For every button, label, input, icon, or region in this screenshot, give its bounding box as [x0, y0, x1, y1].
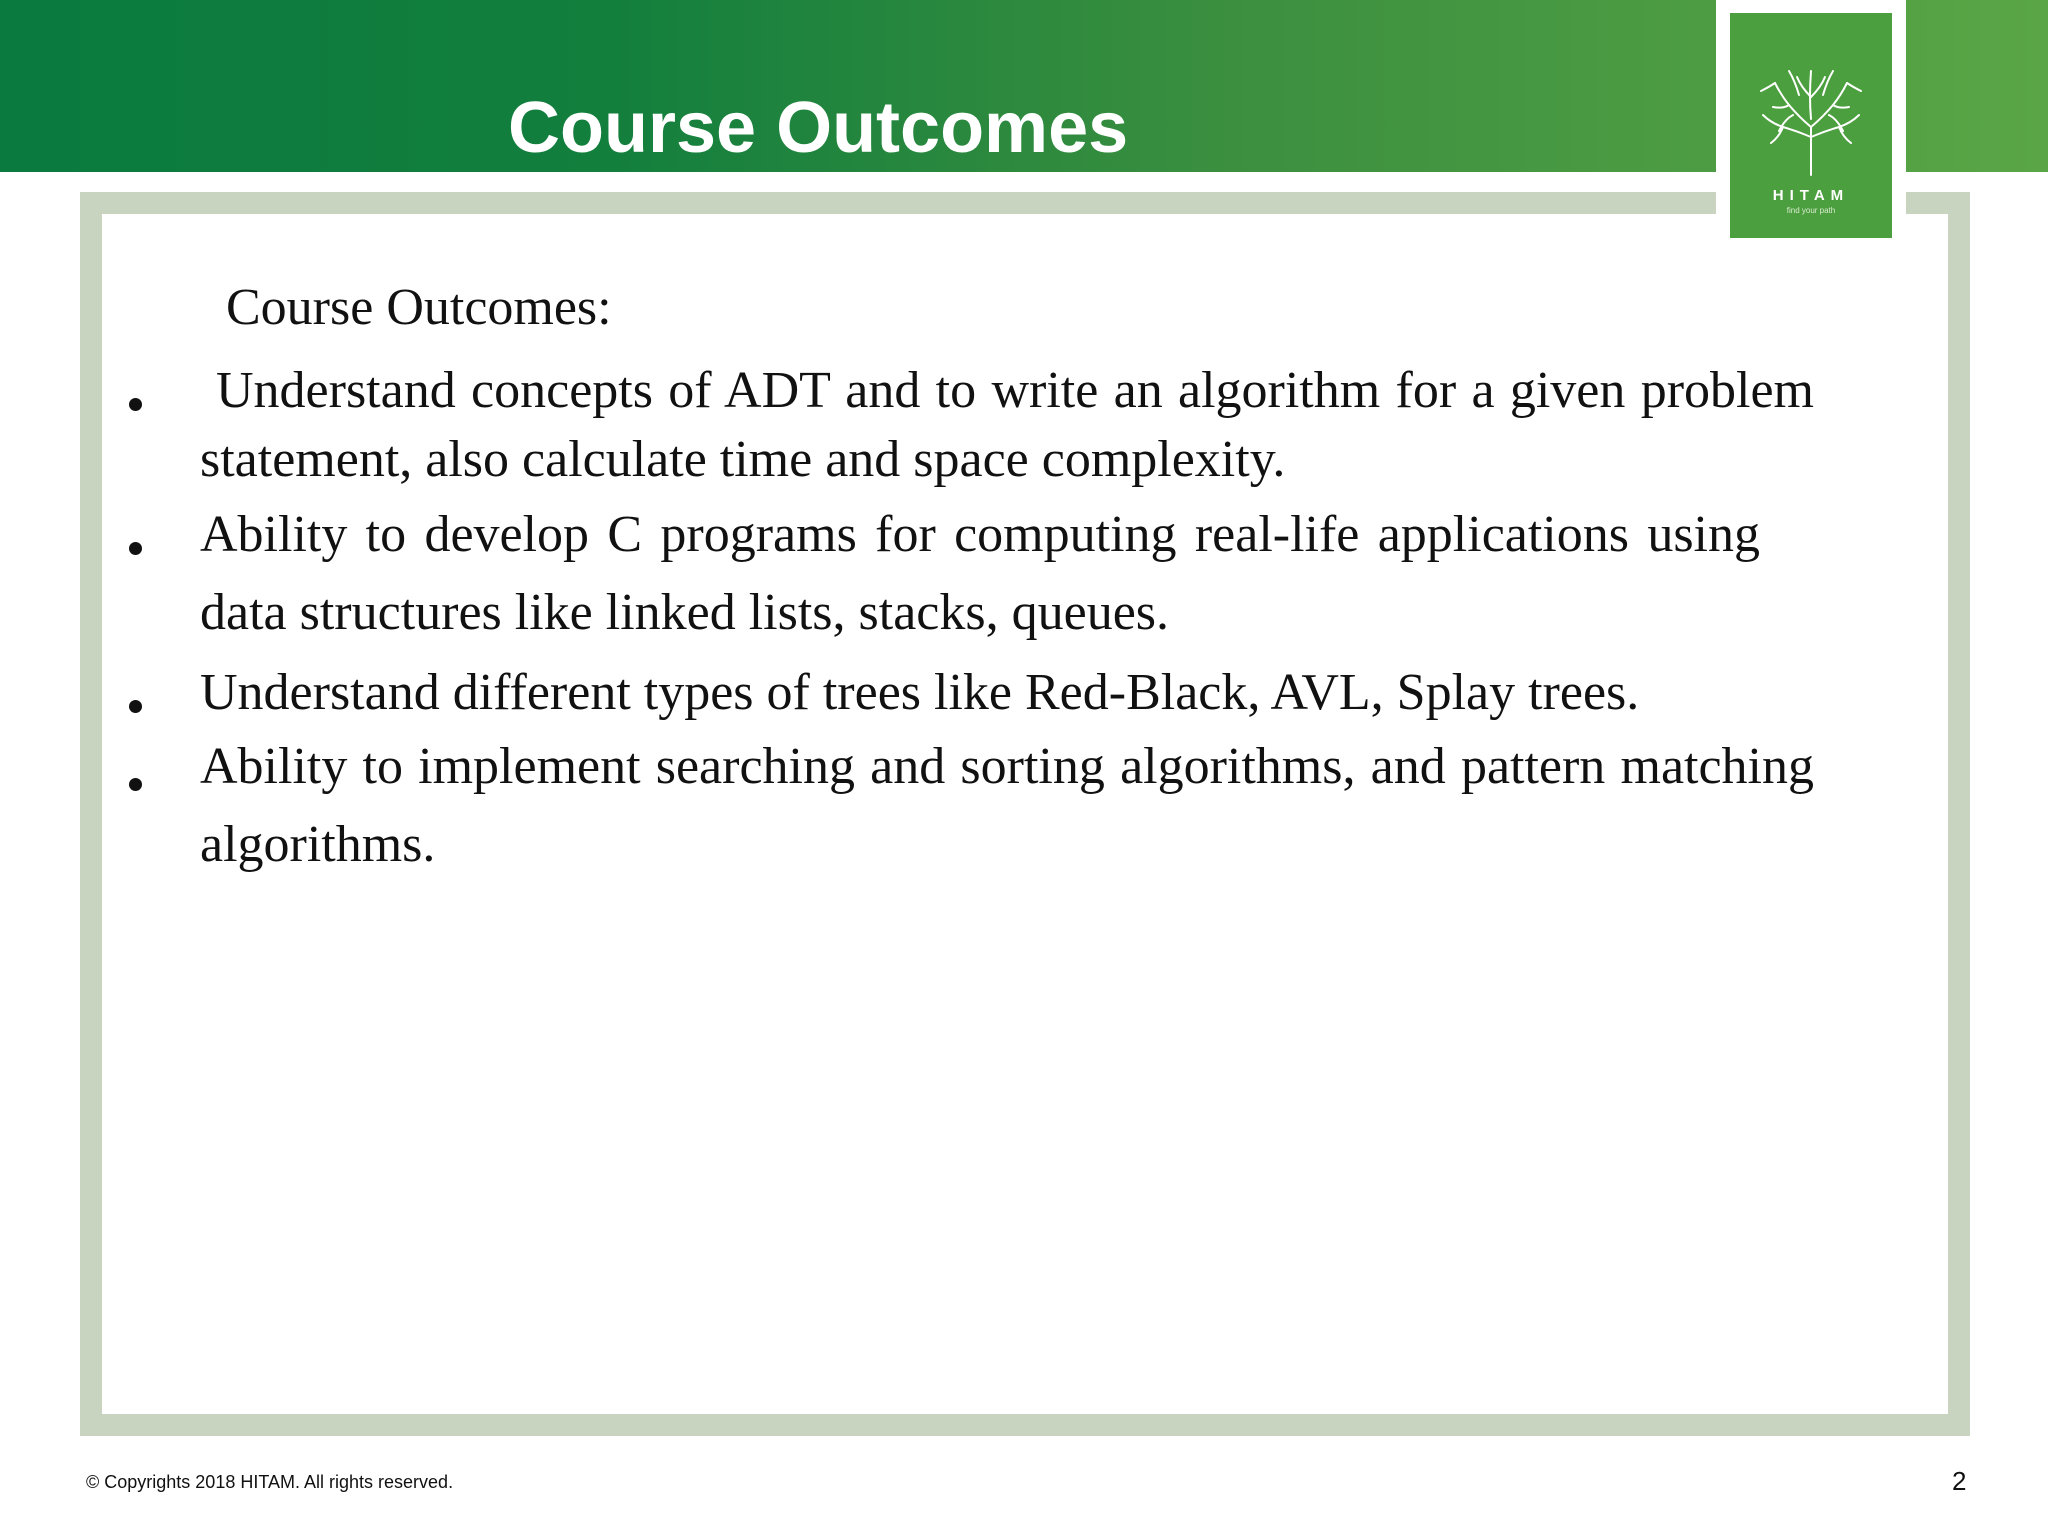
bullet-icon [118, 384, 152, 424]
logo-panel [1730, 13, 1892, 238]
logo-tagline: find your path [1786, 206, 1836, 215]
tree-logo-icon [1749, 57, 1873, 177]
hitam-logo [1716, 0, 1906, 246]
outcome-item: Ability to implement searching and sorting algorithms, and pattern matching algorithms. [200, 738, 1814, 873]
bullet-icon [118, 528, 152, 568]
outcomes-heading: Course Outcomes: [226, 279, 612, 336]
logo-name: HITAM [1772, 187, 1850, 204]
copyright-notice: © Copyrights 2018 HITAM. All rights reserved. [86, 1472, 454, 1492]
outcome-item: Ability to develop C programs for computing real-life applications using data structures like linked lists, stacks, queues. [200, 506, 1760, 641]
bullet-icon [118, 686, 152, 726]
slide-title: Course Outcomes [508, 88, 1129, 168]
bullet-icon [118, 764, 152, 804]
outcome-item: Understand concepts of ADT and to write an algorithm for a given problem statement, also calculate time and space complexity. [200, 362, 1814, 488]
page-number: 2 [1952, 1466, 1967, 1496]
outcome-item: Understand different types of trees like Red-Black, AVL, Splay trees. [200, 664, 1640, 721]
